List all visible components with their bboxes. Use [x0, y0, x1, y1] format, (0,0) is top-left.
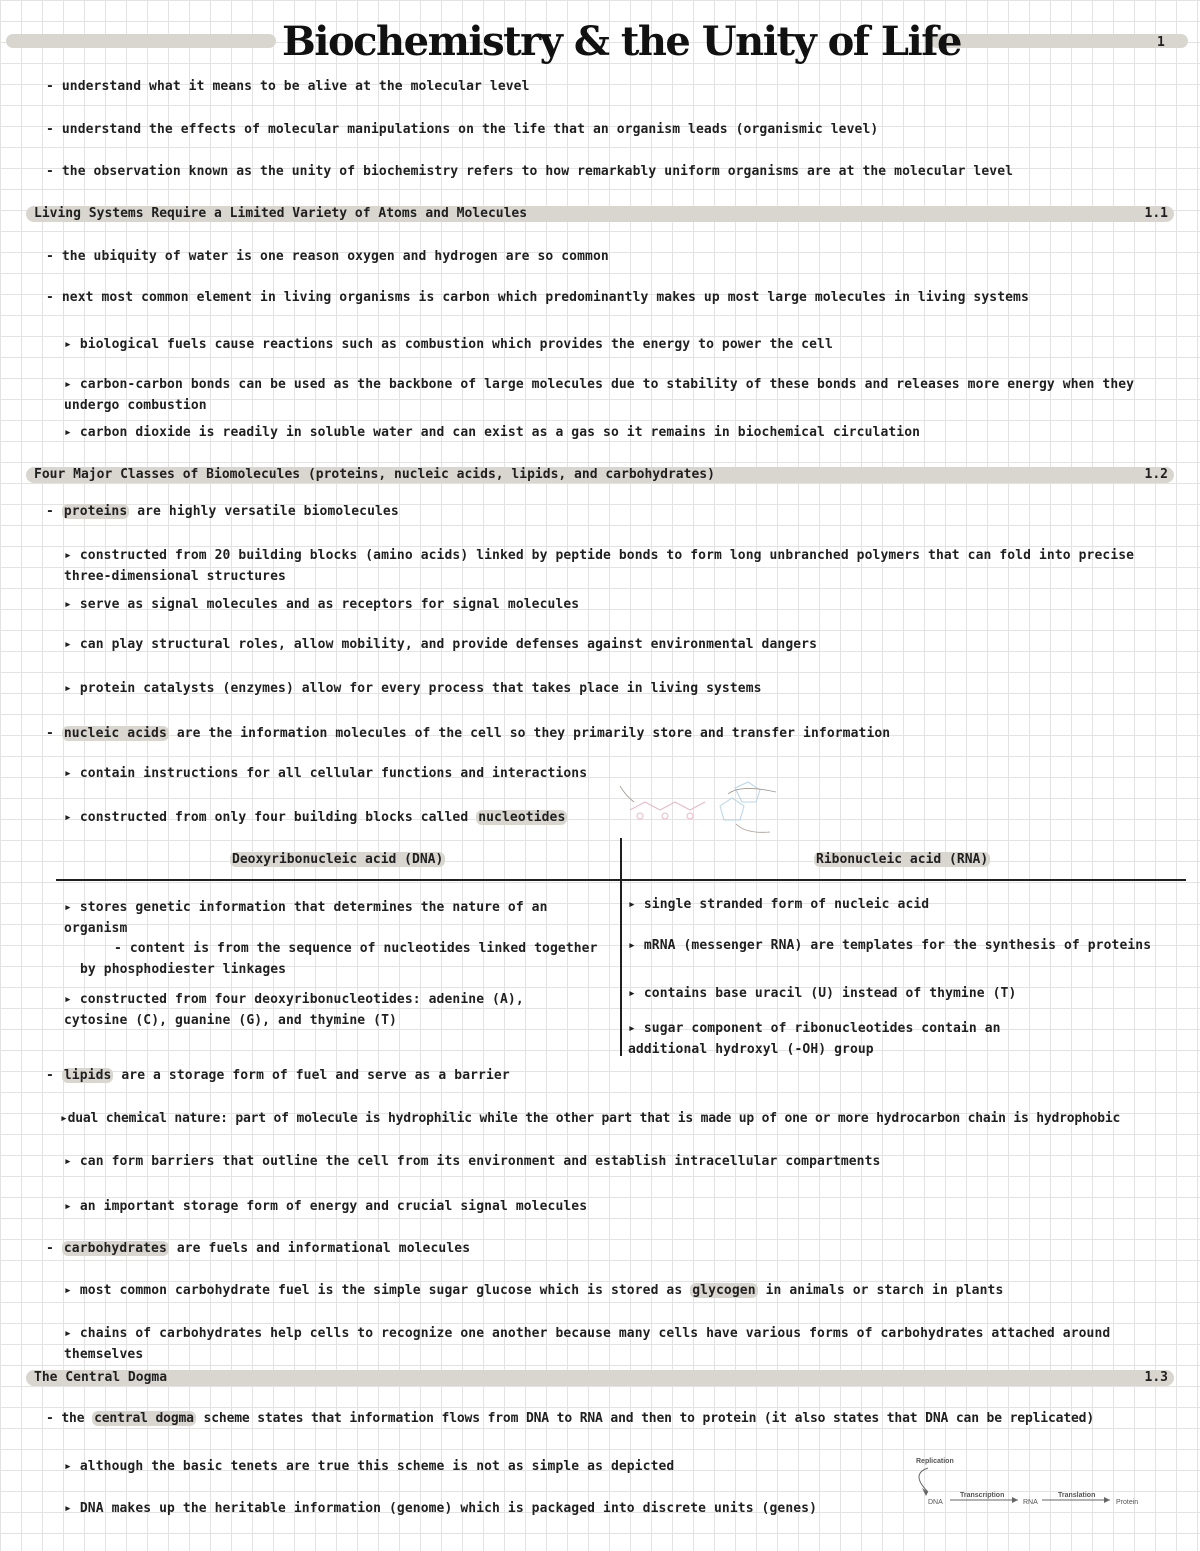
lipid-bullet-1: ▸dual chemical nature: part of molecule is hydrophilic while the other part that is made up of one or more hydrocarbon chain is hydrophobic	[60, 1111, 1121, 1126]
central-dogma-pre: - the	[46, 1411, 93, 1426]
replication-label: Replication	[916, 1458, 954, 1465]
carbs-desc: are fuels and informational molecules	[168, 1241, 471, 1256]
carbon-line: - next most common element in living organisms is carbon which predominantly makes up most large molecules in living systems	[46, 290, 1029, 305]
lipids-term: lipids	[63, 1068, 112, 1083]
dna-cell-1: ▸ stores genetic information that determines the nature of an organism	[64, 900, 548, 936]
protein-text-1: constructed from 20 building blocks (amino acids) linked by peptide bonds to form long unbranched polymers that can fold into precise three-dimensional structures	[64, 548, 1135, 584]
carbs-term: carbohydrates	[63, 1241, 167, 1256]
lipid-bullet-3: ▸ an important storage form of energy and crucial signal molecules	[64, 1199, 588, 1214]
lipid-text-1: dual chemical nature: part of molecule is hydrophilic while the other part that is made up of one or more hydrocarbon chain is hydrophobic	[67, 1111, 1121, 1126]
fuel-text: biological fuels cause reactions such as combustion which provides the energy to power the cell	[79, 337, 833, 352]
rna-text-2: mRNA (messenger RNA) are templates for the synthesis of proteins	[643, 938, 1152, 953]
nucleic-text-2: constructed from only four building blocks called	[79, 810, 477, 825]
glycogen-term: glycogen	[692, 1283, 756, 1298]
fuel-bullet: ▸ biological fuels cause reactions such as combustion which provides the energy to power the cell	[64, 337, 833, 352]
carb-bullet-1: ▸ most common carbohydrate fuel is the simple sugar glucose which is stored as glycogen in animals or starch in plants	[64, 1283, 1004, 1298]
protein-text-4: protein catalysts (enzymes) allow for every process that takes place in living systems	[79, 681, 762, 696]
protein-text-3: can play structural roles, allow mobility, and provide defenses against environmental dangers	[79, 637, 818, 652]
protein-bullet-4: ▸ protein catalysts (enzymes) allow for every process that takes place in living systems	[64, 681, 762, 696]
translation-label: Translation	[1058, 1492, 1096, 1499]
transcription-label: Transcription	[960, 1492, 1005, 1499]
rna-text-4: sugar component of ribonucleotides contain an additional hydroxyl (-OH) group	[628, 1021, 1001, 1057]
intro-line-2: - understand the effects of molecular manipulations on the life that an organism leads (organismic level)	[46, 122, 879, 137]
rna-cell-4: ▸ sugar component of ribonucleotides contain an additional hydroxyl (-OH) group	[628, 1021, 1001, 1057]
water-line: - the ubiquity of water is one reason oxygen and hydrogen are so common	[46, 249, 609, 264]
proteins-term: proteins	[63, 504, 128, 519]
nucleic-line: - nucleic acids are the information molecules of the cell so they primarily store and transfer information	[46, 726, 891, 741]
title-underline-right	[930, 34, 1188, 48]
section-header-1-2	[26, 467, 1174, 483]
intro-line-3: - the observation known as the unity of biochemistry refers to how remarkably uniform organisms are at the molecular level	[46, 164, 1014, 179]
nucleic-desc: are the information molecules of the cell so they primarily store and transfer information	[168, 726, 891, 741]
rna-text-1: single stranded form of nucleic acid	[643, 897, 930, 912]
dna-header	[230, 852, 445, 867]
section-title: Living Systems Require a Limited Variety of Atoms and Molecules	[34, 206, 528, 221]
section-number: 1.3	[1144, 1370, 1168, 1385]
dogma-text-1: although the basic tenets are true this scheme is not as simple as depicted	[79, 1459, 675, 1474]
proteins-desc: are highly versatile biomolecules	[129, 504, 399, 519]
central-dogma-line	[46, 1411, 1094, 1426]
rna-cell-1: ▸ single stranded form of nucleic acid	[628, 897, 930, 912]
nucleic-text-1: contain instructions for all cellular functions and interactions	[79, 766, 588, 781]
lipids-line: - lipids are a storage form of fuel and serve as a barrier	[46, 1068, 510, 1083]
protein-bullet-1: ▸ constructed from 20 building blocks (amino acids) linked by peptide bonds to form long unbranched polymers that can fold into precise three-dimensional structures	[64, 548, 1135, 584]
dna-label: DNA	[928, 1499, 943, 1506]
rna-cell-2: ▸ mRNA (messenger RNA) are templates for the synthesis of proteins	[628, 938, 1152, 953]
protein-text-2: serve as signal molecules and as receptors for signal molecules	[79, 597, 580, 612]
cc-bond-text: carbon-carbon bonds can be used as the backbone of large molecules due to stability of these bonds and releases more energy when they undergo combustion	[64, 377, 1135, 413]
rna-label: RNA	[1023, 1499, 1038, 1506]
co2-bullet: ▸ carbon dioxide is readily in soluble water and can exist as a gas so it remains in biochemical circulation	[64, 425, 921, 440]
dogma-bullet-1: ▸ although the basic tenets are true this scheme is not as simple as depicted	[64, 1459, 675, 1474]
carb-text-1-post: in animals or starch in plants	[757, 1283, 1004, 1298]
carb-bullet-2: ▸ chains of carbohydrates help cells to recognize one another because many cells have various forms of carbohydrates attached around themselves	[64, 1326, 1111, 1362]
nucleotide-structure-sketch	[600, 780, 800, 850]
section-number: 1.2	[1144, 467, 1168, 482]
nucleotides-term: nucleotides	[478, 810, 566, 825]
dna-cell-2: ▸ constructed from four deoxyribonucleotides: adenine (A), cytosine (C), guanine (G), and thymine (T)	[64, 992, 524, 1028]
dna-text-2: constructed from four deoxyribonucleotides: adenine (A), cytosine (C), guanine (G), and thymine (T)	[64, 992, 524, 1028]
protein-label: Protein	[1116, 1499, 1139, 1506]
rna-cell-3: ▸ contains base uracil (U) instead of thymine (T)	[628, 986, 1017, 1001]
section-header-1-3	[26, 1370, 1174, 1386]
protein-bullet-3: ▸ can play structural roles, allow mobility, and provide defenses against environmental dangers	[64, 637, 818, 652]
lipid-text-3: an important storage form of energy and crucial signal molecules	[79, 1199, 588, 1214]
dna-text-1: stores genetic information that determines the nature of an organism	[64, 900, 548, 936]
proteins-line: - proteins are highly versatile biomolecules	[46, 504, 399, 519]
table-divider-vertical	[620, 838, 622, 1056]
carb-text-1-pre: most common carbohydrate fuel is the simple sugar glucose which is stored as	[79, 1283, 691, 1298]
page-title: Biochemistry & the Unity of Life	[282, 18, 961, 65]
dogma-bullet-2: ▸ DNA makes up the heritable information (genome) which is packaged into discrete units (genes)	[64, 1501, 818, 1516]
section-header-1-1	[26, 206, 1174, 222]
dogma-text-2: DNA makes up the heritable information (genome) which is packaged into discrete units (genes)	[79, 1501, 818, 1516]
co2-text: carbon dioxide is readily in soluble water and can exist as a gas so it remains in biochemical circulation	[79, 425, 921, 440]
nucleic-bullet-2: ▸ constructed from only four building blocks called nucleotides	[64, 810, 566, 825]
rna-header-label: Ribonucleic acid (RNA)	[816, 852, 989, 867]
title-underline-left	[6, 34, 276, 48]
central-dogma-term: central dogma	[94, 1411, 194, 1426]
section-title: Four Major Classes of Biomolecules	[34, 467, 301, 482]
section-number: 1.1	[1144, 206, 1168, 221]
nucleic-bullet-1: ▸ contain instructions for all cellular functions and interactions	[64, 766, 588, 781]
carb-text-2: chains of carbohydrates help cells to recognize one another because many cells have various forms of carbohydrates attached around themselves	[64, 1326, 1111, 1362]
dna-header-label: Deoxyribonucleic acid (DNA)	[232, 852, 444, 867]
lipid-text-2: can form barriers that outline the cell from its environment and establish intracellular compartments	[79, 1154, 881, 1169]
rna-text-3: contains base uracil (U) instead of thymine (T)	[643, 986, 1017, 1001]
section-subtitle: (proteins, nucleic acids, lipids, and carbohydrates)	[307, 467, 715, 482]
carbs-line: - carbohydrates are fuels and informational molecules	[46, 1241, 471, 1256]
page-number: 1	[1157, 35, 1165, 50]
cc-bond-bullet: ▸ carbon-carbon bonds can be used as the backbone of large molecules due to stability of these bonds and releases more energy when they undergo combustion	[64, 377, 1135, 413]
dna-cell-1-sub: - content is from the sequence of nucleotides linked together by phosphodiester linkages	[80, 941, 598, 977]
lipids-desc: are a storage form of fuel and serve as a barrier	[113, 1068, 510, 1083]
nucleic-term: nucleic acids	[63, 726, 167, 741]
intro-line-1: - understand what it means to be alive at the molecular level	[46, 79, 530, 94]
section-title: The Central Dogma	[34, 1370, 168, 1385]
central-dogma-post: scheme states that information flows from DNA to RNA and then to protein (it also states that DNA can be replicated)	[195, 1411, 1095, 1426]
rna-header	[814, 852, 990, 867]
lipid-bullet-2: ▸ can form barriers that outline the cell from its environment and establish intracellular compartments	[64, 1154, 881, 1169]
central-dogma-diagram	[906, 1452, 1156, 1512]
protein-bullet-2: ▸ serve as signal molecules and as receptors for signal molecules	[64, 597, 580, 612]
